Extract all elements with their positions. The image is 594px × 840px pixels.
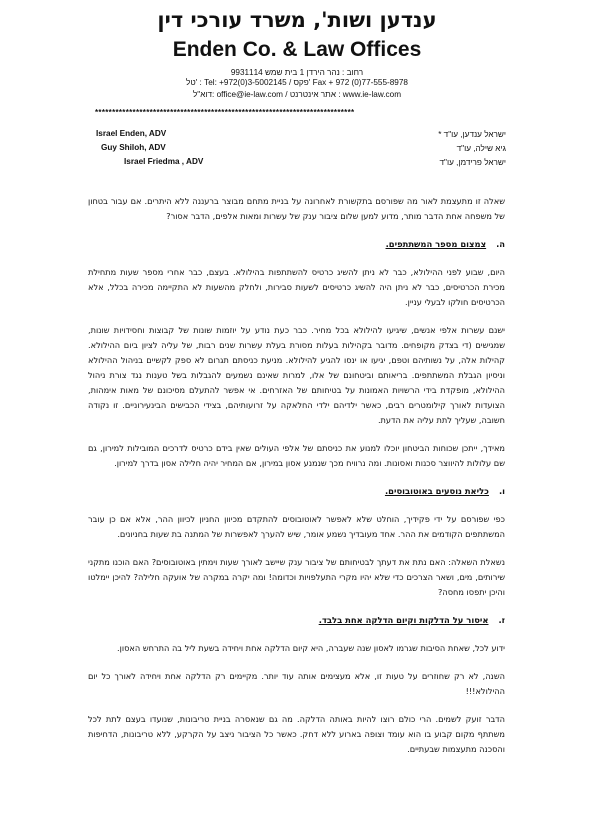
letterhead-web: דוא"ל: office@ie-law.com / אתר אינטרנט : www.ie-law.com [192,90,402,99]
paragraph: השנה, לא רק שחוזרים על טעות זו, אלא מעצימים אותה עוד יותר. מקיימים רק הדלקה אחת ויחידה לאורך כל יום ההילולא!!! [88,671,505,696]
lawyer-name: Israel Enden, ADV [96,129,167,138]
letter-body [88,194,505,770]
paragraph: ישנם עשרות אלפי אנשים, שיגיעו להילולא בכל מחיר. כבר כעת נודע על יוזמות שונות של קבוצות וחסידויות שונות, שמגישים (די בצדק מקופחים. מדובר בקהילות בעלות מסורת בעלת עשרות שנים רבות, של עליה לציון ביום ההילולא. קהילות אלה, על נשותיהם וטפם, יגיעו או ינסו להגיע להילולא. מניעת כניסתם תגרום לא ספק לקשיים בניהול ההילולא וניסיון הגבלת המשתתפים. בריאותם וביטחונם של אלו, למרות שאינם נשמעים להגבלות בשל טענות נגד צורת ניהול ההילולא, מופקדת בידי הרשויות האמונות על בטיחותם של האזרחים. אי אפשר להתעלם מסיכונם של מאות אימהות, הצועדות לאורך קילומטרים רבים, כאשר ילדיהם ילדי החלאקה על זרועותיהם, בצידי הכבישים הבינעירוניים. זו נקודה חשובה, שעליך לתת עליה את הדעת. [88,325,505,425]
paragraph: נשאלת השאלה: האם נתת את דעתך לבטיחותם של ציבור ענק שיישב לאורך שעות וימתין באוטובוסים? האם הוכנו מתקני שירותים, מים, ושאר הצרכים כדי שלא יהיו מקרי התעלפויות וכדומה! ומה יקרה במקרה של אועקה חלילה? להיכן יימלטו והיכן יתפסו מחסה? [88,557,505,597]
letterhead-address: רחוב : נהר הירדן 1 בית שמש 9931114 [230,68,364,77]
letterhead-title-hebrew: ענדען ושות', משרד עורכי דין [157,8,437,32]
paragraph: היום, שבוע לפני ההילולא, כבר לא ניתן להשיג כרטיס להשתתפות בהילולא. בעצם, כבר אחרי מספר שעות מתחילת מכירת הכרטיסים, כבר לא ניתן היה להשיג כרטיסים לשעות סבירות, ולחלק מהשעות לא התקיימה מכירה בכלל, אלא הכרטיסים חולקו לבעלי עניין. [88,267,505,307]
lawyer-name: ישראל ענדען, עו"ד * [438,130,506,139]
section-heading [88,613,505,628]
section-number: ז. [498,615,505,625]
paragraph: מאידך, ייתכן שכוחות הביטחון יוכלו למנוע את כניסתם של אלפי העולים שאין בידם כרטיס לדרכים המובילות למירון, גם שם עלולות להיווצר סכנות ואסונות. ומה נרוויח מכך שנמנע אסון במירון, אם המחיר יהיה חלילה אסון בדרך למירון. [88,443,505,468]
lawyer-name: ישראל פרידמן, עו"ד [439,158,506,167]
section-title: כליאת נוסעים באוטובוסים. [384,486,489,496]
lawyers-list-english [96,127,203,169]
section-heading [88,237,505,252]
lawyer-name: Guy Shiloh, ADV [101,143,166,152]
paragraph: כפי שפורסם על ידי פקידיך, הוחלט שלא לאפשר לאוטובוסים להתקדם מכיוון החניון לכיוון ההר, אלא אם כן עובר המשתתפים הקודמים את ההר. אחד מעובדיך נשמע אומר, שיש להערך לאפשרות של המתנה בת שעות בחניונים. [88,514,505,539]
section-number: ה. [496,239,505,249]
lawyers-list-hebrew [438,128,506,170]
section-title: צמצום מספר המשתתפים. [385,239,487,249]
letterhead-divider: **************************************************************************** [95,108,355,117]
paragraph: ידוע לכל, שאחת הסיבות שגרמו לאסון שנה שעברה, היא קיום הדלקה אחת ויחידה בשעת ליל בה התרחש האסון. [117,643,505,653]
paragraph: הדבר זועק לשמים. הרי כולם רוצו להיות באותה הדלקה. מה גם שנאסרה בניית טריבונות, שנועדו בעצם לתת לכל משתתף מקום קבוע בו הוא עומד וצופה בארוע ללא דחק. כאשר כל הציבור ניצב על הקרקע, ללא טריבונות, הדחיפות והסכנה מתעצמות שבעתיים. [88,714,505,754]
section-heading [88,484,505,499]
section-number: ו. [498,486,505,496]
section-title: איסור על הדלקות וקיום הדלקה אחת בלבד. [318,615,489,625]
letterhead-phones: טל' : Tel: +972(0)3-5002145 / פקס' Fax + 972 (0)77-555-8978 [186,78,408,87]
intro-paragraph: שאלה זו מתעצמת לאור מה שפורסם בתקשורת לאחרונה על בניית מתחם מבוצר ברעננה ללא היתרים. אם עבור בטחון של משפחה אחת הדבר מותר, מדוע למען שלום ציבור ענק של עשרות ומאות אלפים, הדבר אסור? [88,196,505,221]
lawyer-name: Israel Friedma , ADV [124,157,204,166]
letterhead-title-english: Enden Co. & Law Offices [172,38,422,61]
lawyer-name: גיא שילה, עו"ד [456,144,506,153]
